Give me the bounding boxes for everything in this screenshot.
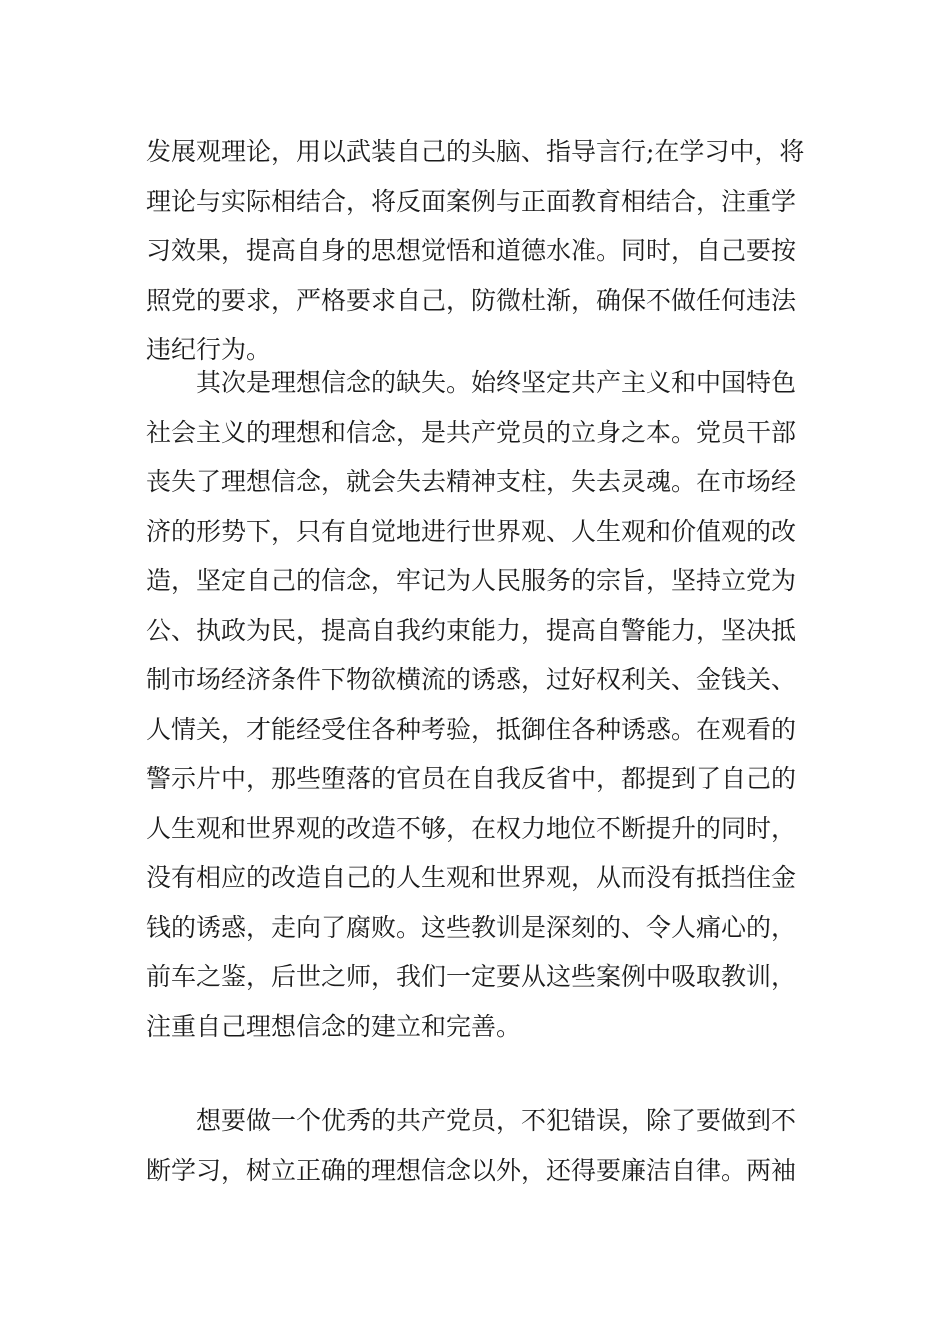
- paragraph-2-line: 前车之鉴，后世之师，我们一定要从这些案例中吸取教训，: [146, 962, 797, 991]
- paragraph-3-line: 断学习，树立正确的理想信念以外，还得要廉洁自律。两袖: [146, 1156, 797, 1185]
- paragraph-2-line: 制市场经济条件下物欲横流的诱惑，过好权利关、金钱关、: [146, 665, 797, 694]
- paragraph-2-line: 造，坚定自己的信念，牢记为人民服务的宗旨，坚持立党为: [146, 566, 797, 595]
- paragraph-2-line: 其次是理想信念的缺失。始终坚定共产主义和中国特色: [196, 368, 797, 397]
- paragraph-2-line: 社会主义的理想和信念，是共产党员的立身之本。党员干部: [146, 418, 797, 447]
- paragraph-2-line: 警示片中，那些堕落的官员在自我反省中，都提到了自己的: [146, 764, 797, 793]
- paragraph-1-line: 习效果，提高自身的思想觉悟和道德水准。同时，自己要按: [146, 236, 797, 265]
- paragraph-2-line: 钱的诱惑，走向了腐败。这些教训是深刻的、令人痛心的，: [146, 913, 797, 942]
- paragraph-2-line: 公、执政为民，提高自我约束能力，提高自警能力，坚决抵: [146, 616, 797, 645]
- paragraph-2-line: 没有相应的改造自己的人生观和世界观，从而没有抵挡住金: [146, 863, 797, 892]
- paragraph-1-line: 发展观理论，用以武装自己的头脑、指导言行;在学习中，将: [146, 137, 805, 166]
- paragraph-2-line: 人情关，才能经受住各种考验，抵御住各种诱惑。在观看的: [146, 715, 797, 744]
- paragraph-1-line: 违纪行为。: [146, 335, 272, 364]
- paragraph-3-line: 想要做一个优秀的共产党员，不犯错误，除了要做到不: [196, 1106, 797, 1135]
- paragraph-2-line: 注重自己理想信念的建立和完善。: [146, 1012, 522, 1041]
- paragraph-2-line: 济的形势下，只有自觉地进行世界观、人生观和价值观的改: [146, 517, 797, 546]
- paragraph-2-line: 丧失了理想信念，就会失去精神支柱，失去灵魂。在市场经: [146, 467, 797, 496]
- paragraph-1-line: 照党的要求，严格要求自己，防微杜渐，确保不做任何违法: [146, 286, 797, 315]
- paragraph-1-line: 理论与实际相结合，将反面案例与正面教育相结合，注重学: [146, 187, 797, 216]
- paragraph-2-line: 人生观和世界观的改造不够，在权力地位不断提升的同时，: [146, 814, 797, 843]
